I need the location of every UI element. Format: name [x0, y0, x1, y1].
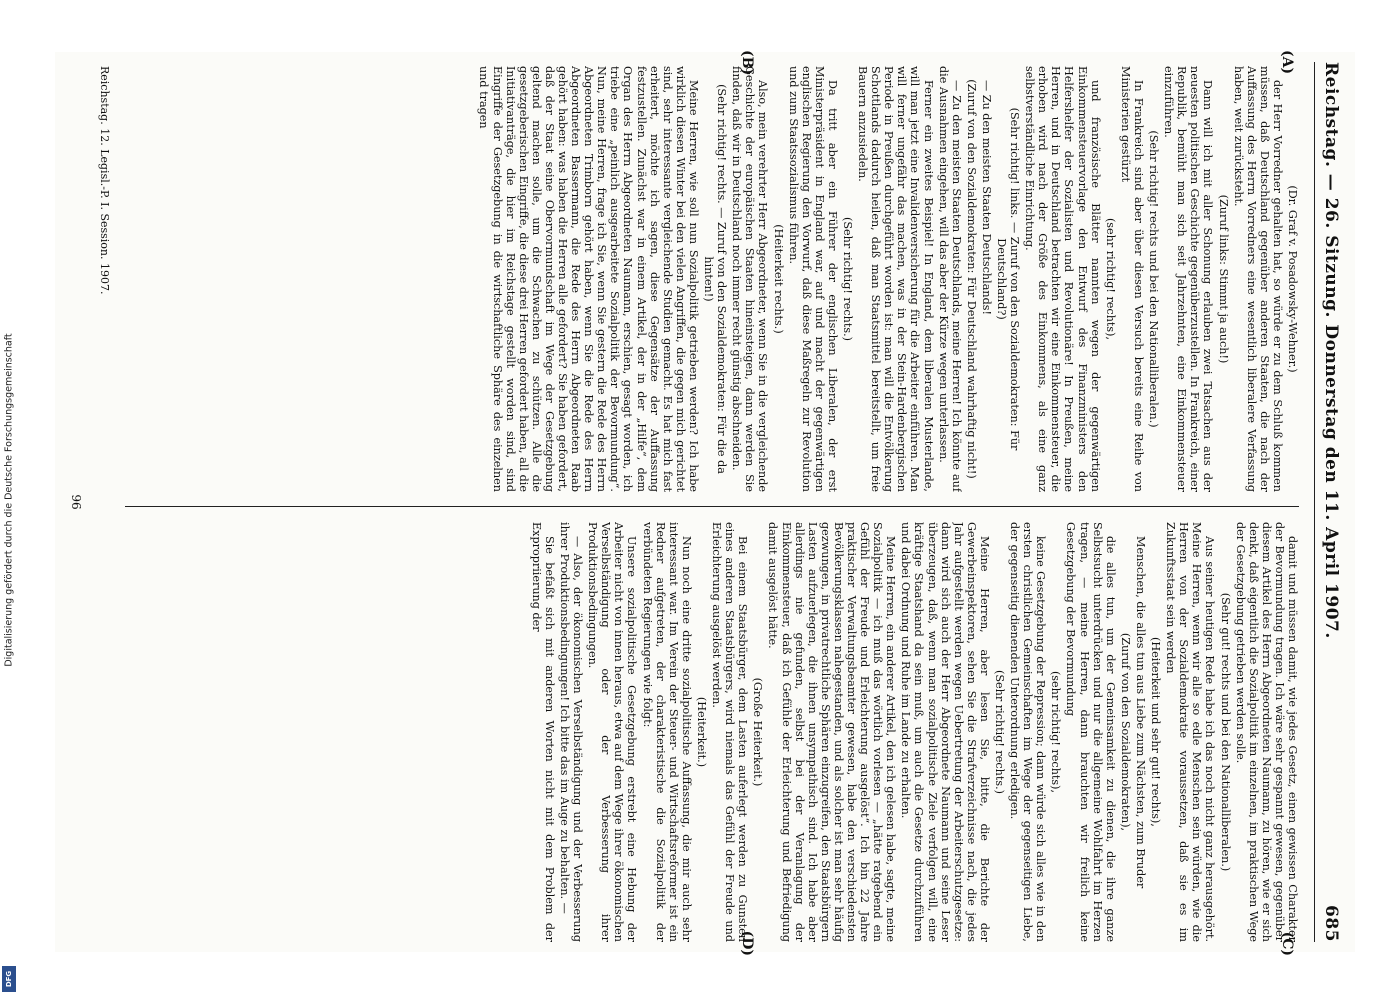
paragraph: die alles tun, um der Gemeinsamkeit zu dienen, die ihre ganze Selbstsucht unterdrücken und nur die allgemeine Wohlfahrt im Herzen tragen, — meine Herren, dann brauchten wir freilich keine Gesetzgebung der Bevormundung	[1064, 522, 1117, 942]
paragraph: Meine Herren, ein anderer Artikel, den ich gelesen habe, sagte, meine Sozialpolitik — ich muß das wörtlich vorlesen — „hätte ratgebend ein Gefühl der Freude und Erleichterung ausgelöst“. Ich bin 22 Jahre praktischer Verwaltungsbeamter gewesen, habe den verschiedensten Bevölkerungsklassen nahegestanden, und als solcher ist man sehr häufig gezwungen, in privatrechtliche Sphären einzugreifen, den Staatsbürgern Lasten aufzuerlegen, die ihnen unsympathisch sind. Ich habe aber allerdings nie gefunden, selbst bei der Veranlagung der Einkommensteuer, daß ich Gefühle der Erleichterung und Befriedigung damit ausgelöst hätte.	[766, 522, 898, 942]
page-scan-wrapper	[55, 50, 1355, 956]
paragraph: (Sehr gut! rechts und bei den Nationalliberalen.)	[1218, 592, 1232, 872]
footer-reference: Reichstag. 12. Legisl.-P. I. Session. 1907.	[98, 66, 111, 295]
paragraph: (sehr richtig! rechts),	[1049, 670, 1063, 794]
margin-marker-c: (C)	[1279, 931, 1295, 956]
header-page-number: 685	[1321, 905, 1341, 942]
paragraph: (Zuruf von den Sozialdemokraten: Für Deutschland wahrhaftig nicht!)	[964, 79, 978, 479]
paragraph: Unsere sozialpolitische Gesetzgebung erstrebt eine Hebung der Arbeiter nicht von innen heraus, etwa auf dem Wege ihrer ökonomischen Verselbständigung oder der Verbesserung ihrer Produktionsbedingungen.	[586, 522, 639, 942]
paragraph: (Sehr richtig! rechts. — Zuruf von den Sozialdemokraten: Für die da hinten!)	[702, 84, 729, 474]
page-footer	[95, 66, 111, 938]
paragraph: — Zu den meisten Staaten Deutschlands, meine Herren! Ich könnte auf die Ausnahmen eingehen, will das aber der Kürze wegen unterlassen.	[936, 66, 963, 492]
column-divider	[125, 506, 1299, 507]
paragraph: In Frankreich sind aber über diesen Versuch bereits eine Reihe von Ministerien gestürzt	[1118, 66, 1145, 492]
paragraph: (Sehr richtig! links. — Zuruf von den Sozialdemokraten: Für Deutschland?)	[995, 107, 1022, 451]
digitization-credit	[0, 0, 18, 1000]
paragraph: (Dr. Graf v. Posadowsky-Wehner.)	[1286, 185, 1299, 373]
paragraph: Sie befaßt sich mit anderen Worten nicht mit dem Problem der Expropriierung der	[529, 522, 556, 942]
paragraph: (Sehr richtig! rechts und bei den Nationalliberalen.)	[1147, 130, 1161, 428]
right-text-column	[125, 522, 1299, 942]
paragraph: Menschen, die alles tun aus Liebe zum Nächsten, zum Bruder	[1133, 536, 1147, 889]
paragraph: damit und müssen damit, wie jedes Gesetz, einen gewissen Charakter der Bevormundung tragen. Ich wäre sehr gespannt gewesen, gegenüber diesem Artikel des Herrn Abgeordneten Naumann, zu hören, wie er sich denkt, daß eigentlich die Sozialpolitik im einzelnen, im praktischen Wege der Gesetzgebung getrieben werden solle.	[1233, 522, 1299, 942]
paragraph: keine Gesetzgebung der Repression; dann würde sich alles wie in den ersten christlichen Gemeinschaften im Wege der gegenseitigen Liebe, der gegenseitig dienenden Unterordnung erledigen.	[1008, 522, 1048, 942]
paragraph: Meine Herren, aber lesen Sie, bitte, die Berichte der Gewerbeinspektoren, sehen Sie die Strafverzeichnisse nach, die jedes Jahr aufgestellt werden wegen Uebertretung der Arbeiterschutzgesetze: dann wird sich auch der Herr Abgeordnete Naumann und seine Leser überzeugen, daß, wenn man sozialpolitische Ziele verfolgen will, eine kräftige Staatshand da sein muß, um auch die Gesetze durchzuführen und dabei Ordnung und Ruhe im Lande zu erhalten.	[899, 522, 991, 942]
paragraph: (Sehr richtig! rechts.)	[993, 669, 1007, 795]
dfg-logo	[2, 966, 16, 992]
paragraph: (Zuruf links: Stimmt ja auch!)	[1216, 194, 1230, 364]
paragraph: Also, mein verehrter Herr Abgeordneter, wenn Sie in die vergleichende Geschichte der europäischen Staaten hineinsteigen, dann werden Sie finden, daß wir in Deutschland noch immer recht günstig abschneiden.	[730, 66, 770, 492]
paragraph: Ferner ein zweites Beispiel! In England, dem liberalen Musterlande, will man jetzt eine Invalidenversicherung für die Arbeiter einführen. Man will ferner ungefähr das machen, was in der Stein-Hardenbergischen Periode in Preußen durchgeführt worden ist: man will die Entvölkerung Schottlands dadurch heilen, daß man Staatsmittel bereitstellt, um freie Bauern anzusiedeln.	[856, 66, 935, 492]
header-title: Reichstag. — 26. Sitzung. Donnerstag den 11. April 1907.	[1321, 62, 1341, 639]
paragraph: Dann will ich mit aller Schonung erlauben zwei Tatsachen aus der neuesten politischen Geschichte gegenüberzustellen. In Frankreich, einer Republik, bemüht man sich seit Jahrzehnten, eine Einkommensteuer einzuführen.	[1162, 66, 1215, 492]
paragraph: Aus seiner heutigen Rede habe ich das noch nicht ganz herausgehört. Meine Herren, wenn wir alle so edle Menschen sein würden, wie die Herren von der Sozialdemokratie voraussetzen, daß sie es im Zukunftsstaat sein werden	[1164, 522, 1217, 942]
paragraph: Nun noch eine dritte sozialpolitische Auffassung, die mir auch sehr interessant war. Im Verein der Steuer- und Wirtschaftsreformer ist ein Redner aufgetreten, der charakteristische die Sozialpolitik der verbündeten Regierungen wie folgt:	[640, 522, 693, 942]
paragraph: Meine Herren, wie soll nun Sozialpolitik getrieben werden? Ich habe wirklich diesen Winter bei den vielen Angriffen, die gegen mich gerichtet sind, sehr interessante vergleichende Studien gemacht. Es hat mich fast erheitert, möchte ich sagen, diese Gegensätze der Auffassung festzustellen. Zunächst war in einem Artikel, der in der „Hilfe“, dem Organ des Herrn Abgeordneten Naumann, erschien, gesagt worden, ich triebe eine „peinlich ausgearbeitete Sozialpolitik der Bevormundung“. Nun, meine Herren, frage ich Sie, wenn Sie gestern die Rede des Herrn Abgeordneten Trimborn gehört haben, wenn Sie die Rede des Herrn Abgeordneten Bassermann, die Rede des Herrn Abgeordneten Raab gehört haben: was haben die Herren alle gefordert? Sie haben gefordert, daß der Staat seine Obervormundschaft im Wege der Gesetzgebung geltend machen solle, um die Schwachen zu schützen. Alle die gesetzgeberischen Eingriffe, die diese drei Herren gefordert haben, all die Initiativanträge, die hier im Reichstage gestellt worden sind, sind Eingriffe der Gesetzgebung in die wirtschaftliche Sphäre des einzelnen und tragen	[477, 66, 700, 492]
paragraph: und französische Blätter nannten wegen der gegenwärtigen Einkommensteuervorlage den Entwurf des Finanzministers den Helfershelfer der Sozialisten und Revolutionäre! In Preußen, meine Herren, und in Deutschland betrachten wir eine Einkommensteuer, die erhoben wird nach der Größe des Einkommens, als eine ganz selbstverständliche Einrichtung.	[1023, 66, 1102, 492]
paragraph: Da tritt aber ein Führer der englischen Liberalen, der erst Ministerpräsident in England war, auf und macht der gegenwärtigen englischen Regierung den Vorwurf, daß diese Maßregeln zur Revolution und zum Staatssozialismus führen.	[786, 66, 839, 492]
document-page	[55, 50, 1355, 956]
margin-marker-b: (B)	[739, 50, 755, 76]
paragraph: (Heiterkeit.)	[694, 696, 708, 768]
paragraph: — Zu den meisten Staaten Deutschlands!	[979, 80, 993, 315]
paragraph: (Große Heiterkeit.)	[751, 677, 765, 787]
paragraph: Bei einem Staatsbürger, dem Lasten auferlegt werden zu Gunsten eines anderen Staatsbürgers, wird niemals das Gefühl der Freude und Erleichterung ausgelöst werden.	[710, 522, 750, 942]
paragraph: (Heiterkeit rechts.)	[771, 224, 785, 334]
paragraph: — Also, der ökonomischen Verselbständigung und der Verbesserung ihrer Produktionsbedingungen! Ich bitte das im Auge zu behalten. —	[558, 522, 585, 942]
dfg-logo-text: DFG	[5, 970, 13, 988]
page-number: 96	[69, 494, 83, 510]
margin-marker-d: (D)	[739, 930, 755, 956]
paragraph: (sehr richtig! rechts),	[1103, 217, 1117, 341]
paragraph: (Zuruf von den Sozialdemokraten),	[1118, 632, 1132, 832]
left-text-column	[125, 66, 1299, 492]
page-header	[1314, 62, 1341, 942]
paragraph: (Heiterkeit und sehr gut! rechts),	[1149, 637, 1163, 827]
margin-marker-a: (A)	[1279, 50, 1295, 75]
paragraph: (Sehr richtig! rechts.)	[841, 216, 854, 342]
credit-text: Digitalisierung gefördert durch die Deutsche Forschungsgemeinschaft	[3, 333, 15, 667]
paragraph: der Herr Vorredner gehalten hat, so würde er zu dem Schluß kommen müssen, daß Deutschland gegenüber anderen Staaten, die nach der Auffassung des Herrn Vorredners eine wesentlich liberalere Verfassung haben, weit zurücksteht.	[1231, 66, 1284, 492]
